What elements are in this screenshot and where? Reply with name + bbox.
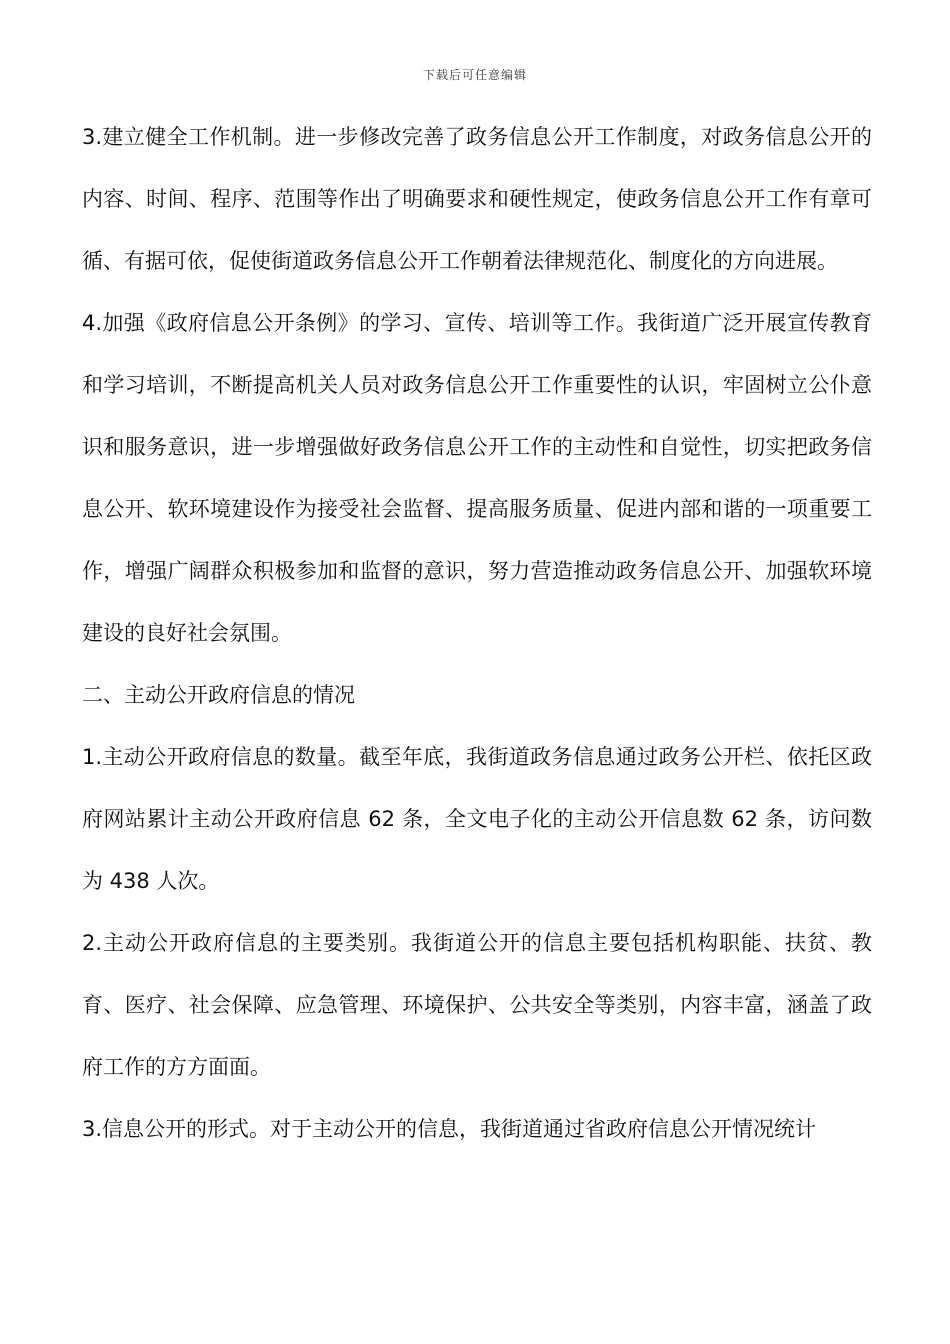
paragraph-disclosure-form: 3.信息公开的形式。对于主动公开的信息，我街道通过省政府信息公开情况统计 (82, 1117, 817, 1141)
paragraph-regulation-study: 4.加强《政府信息公开条例》的学习、宣传、培训等工作。我街道广泛开展宣传教育和学习培训，不断提高机关人员对政务信息公开工作重要性的认识，牢固树立公仆意识和服务意识，进一步增强做好政务信息公开工作的主动性和自觉性，切实把政务信息公开、软环境建设作为接受社会监督、提高服务质量、促进内部和谐的一项重要工作，增强广阔群众积极参加和监督的意识，努力营造推动政务信息公开、加强软环境建设的良好社会氛围。 (82, 311, 872, 645)
paragraph-disclosure-count: 1.主动公开政府信息的数量。截至年底，我街道政务信息通过政务公开栏、依托区政府网站累计主动公开政府信息 62 条，全文电子化的主动公开信息数 62 条，访问数为 438 人次。 (82, 745, 872, 893)
header-note: 下载后可任意编辑 (422, 68, 527, 82)
paragraph-work-mechanism: 3.建立健全工作机制。进一步修改完善了政务信息公开工作制度，对政务信息公开的内容、时间、程序、范围等作出了明确要求和硬性规定，使政务信息公开工作有章可循、有据可依，促使街道政务信息公开工作朝着法律规范化、制度化的方向进展。 (82, 125, 872, 273)
paragraph-disclosure-categories: 2.主动公开政府信息的主要类别。我街道公开的信息主要包括机构职能、扶贫、教育、医疗、社会保障、应急管理、环境保护、公共安全等类别，内容丰富，涵盖了政府工作的方方面面。 (82, 931, 872, 1079)
document-body (82, 106, 872, 1160)
section-heading: 二、主动公开政府信息的情况 (82, 683, 355, 707)
